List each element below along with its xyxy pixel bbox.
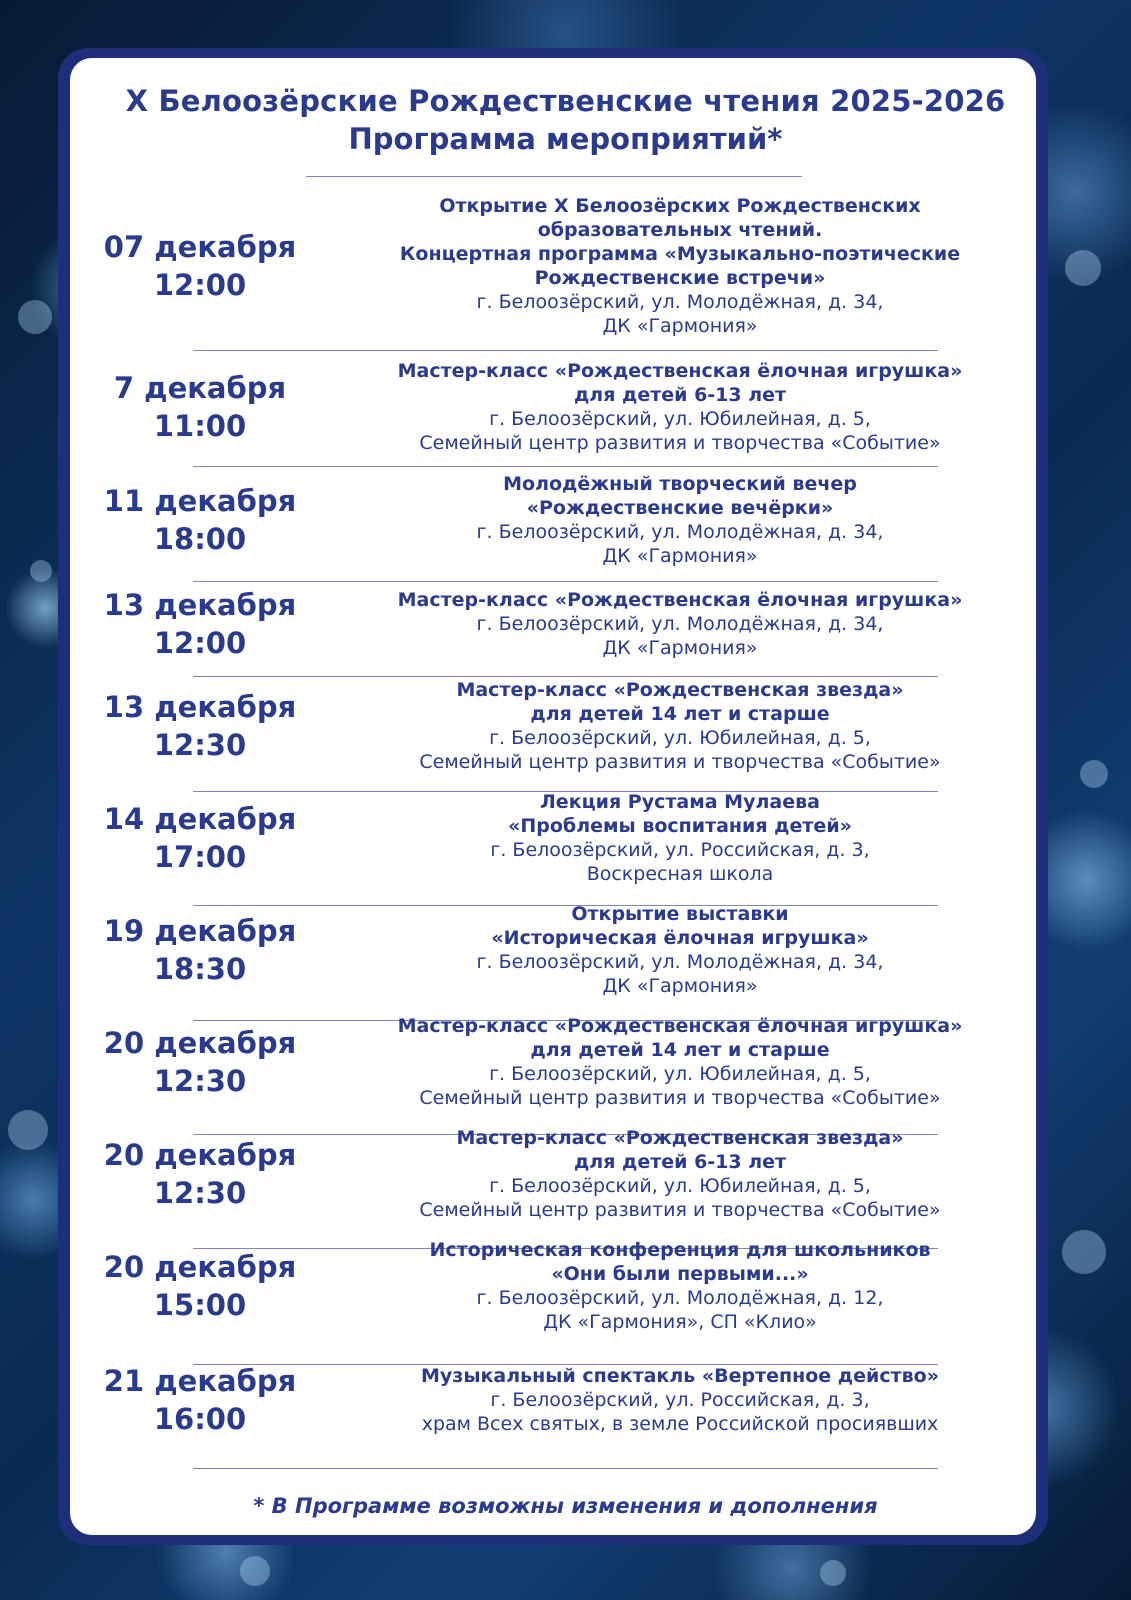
event-details: [370, 790, 990, 886]
event-address-line: ДК «Гармония», СП «Клио»: [543, 1311, 817, 1333]
event-time: 16:00: [153, 1402, 247, 1436]
event-date: 11 декабря: [103, 484, 297, 518]
event-address-line: г. Белоозёрский, ул. Российская, д. 3,: [490, 1389, 870, 1411]
event-row: [90, 898, 1010, 1002]
event-datetime: [90, 800, 310, 876]
event-title-line: Открытие X Белоозёрских Рождественских: [439, 195, 921, 217]
event-title-line: Мастер-класс «Рождественская ёлочная игрушка»: [397, 589, 963, 611]
event-address-line: ДК «Гармония»: [602, 545, 758, 567]
event-address-line: ДК «Гармония»: [602, 315, 758, 337]
bokeh-light: [1080, 760, 1108, 788]
event-row: [90, 1010, 1010, 1114]
event-title-line: Концертная программа «Музыкально-поэтические: [399, 243, 961, 265]
event-address-line: г. Белоозёрский, ул. Российская, д. 3,: [490, 839, 870, 861]
event-datetime: [90, 688, 310, 764]
event-title-line: Мастер-класс «Рождественская звезда»: [456, 679, 904, 701]
title-divider: [306, 176, 802, 177]
event-date: 20 декабря: [103, 1250, 297, 1284]
event-row: [90, 1234, 1010, 1338]
event-details: [370, 1238, 990, 1334]
event-title-line: для детей 14 лет и старше: [530, 703, 830, 725]
event-title-line: Мастер-класс «Рождественская ёлочная игрушка»: [397, 1015, 963, 1037]
event-date: 13 декабря: [103, 690, 297, 724]
bokeh-light: [1065, 250, 1101, 286]
event-date: 19 декабря: [103, 914, 297, 948]
event-title-line: Историческая конференция для школьников: [429, 1239, 931, 1261]
event-address-line: г. Белоозёрский, ул. Молодёжная, д. 34,: [476, 951, 884, 973]
event-date: 07 декабря: [103, 230, 297, 264]
event-datetime: [90, 482, 310, 558]
event-address-line: Семейный центр развития и творчества «Событие»: [419, 751, 941, 773]
event-time: 15:00: [153, 1288, 247, 1322]
event-title-line: «Они были первыми...»: [551, 1263, 809, 1285]
event-title-line: Молодёжный творческий вечер: [503, 473, 857, 495]
event-row: [90, 786, 1010, 890]
event-address-line: г. Белоозёрский, ул. Молодёжная, д. 34,: [476, 521, 884, 543]
event-time: 11:00: [153, 409, 247, 443]
event-row: [90, 582, 1010, 666]
event-date: 21 декабря: [103, 1364, 297, 1398]
event-time: 12:30: [153, 728, 247, 762]
event-address-line: ДК «Гармония»: [602, 637, 758, 659]
bokeh-light: [240, 1556, 270, 1586]
event-details: [370, 1126, 990, 1222]
event-title-line: для детей 6-13 лет: [573, 1151, 787, 1173]
event-title-line: образовательных чтений.: [537, 219, 823, 241]
event-address-line: Семейный центр развития и творчества «Событие»: [419, 1087, 941, 1109]
event-datetime: [90, 912, 310, 988]
event-title-line: «Историческая ёлочная игрушка»: [491, 927, 869, 949]
event-divider: [193, 1468, 938, 1469]
event-address-line: г. Белоозёрский, ул. Юбилейная, д. 5,: [489, 408, 871, 430]
event-title-line: Рождественские встречи»: [534, 267, 826, 289]
event-date: 20 декабря: [103, 1138, 297, 1172]
event-details: [370, 1364, 990, 1436]
event-row: [90, 1122, 1010, 1226]
event-row: [90, 190, 1010, 342]
event-datetime: [90, 228, 310, 304]
event-address-line: г. Белоозёрский, ул. Юбилейная, д. 5,: [489, 1063, 871, 1085]
event-details: [370, 472, 990, 568]
event-details: [370, 588, 990, 660]
event-details: [370, 194, 990, 338]
event-address-line: г. Белоозёрский, ул. Молодёжная, д. 34,: [476, 613, 884, 635]
bokeh-light: [8, 1110, 48, 1150]
event-datetime: [90, 586, 310, 662]
event-datetime: [90, 1136, 310, 1212]
event-address-line: г. Белоозёрский, ул. Юбилейная, д. 5,: [489, 727, 871, 749]
event-address-line: Семейный центр развития и творчества «Событие»: [419, 1199, 941, 1221]
event-address-line: Воскресная школа: [586, 863, 774, 885]
event-time: 18:30: [153, 952, 247, 986]
bokeh-light: [18, 300, 52, 334]
event-divider: [193, 466, 938, 467]
event-time: 12:00: [153, 268, 247, 302]
footnote: * В Программе возможны изменения и дополнения: [253, 1494, 878, 1518]
event-row: [90, 468, 1010, 572]
event-title-line: «Проблемы воспитания детей»: [508, 815, 852, 837]
event-date: 7 декабря: [113, 371, 287, 405]
event-time: 12:00: [153, 626, 247, 660]
bokeh-light: [1062, 1230, 1106, 1274]
event-title-line: для детей 14 лет и старше: [530, 1039, 830, 1061]
bokeh-light: [820, 1560, 846, 1586]
event-date: 14 декабря: [103, 802, 297, 836]
event-address-line: г. Белоозёрский, ул. Молодёжная, д. 12,: [476, 1287, 884, 1309]
event-address-line: г. Белоозёрский, ул. Молодёжная, д. 34,: [476, 291, 884, 313]
event-address-line: Семейный центр развития и творчества «Событие»: [419, 432, 941, 454]
event-time: 12:30: [153, 1176, 247, 1210]
event-date: 13 декабря: [103, 588, 297, 622]
event-details: [370, 678, 990, 774]
event-title-line: для детей 6-13 лет: [573, 384, 787, 406]
event-address-line: ДК «Гармония»: [602, 975, 758, 997]
event-divider: [193, 350, 938, 351]
event-time: 18:00: [153, 522, 247, 556]
event-time: 17:00: [153, 840, 247, 874]
event-datetime: [90, 1362, 310, 1438]
event-datetime: [90, 369, 310, 445]
event-details: [370, 359, 990, 455]
event-row: [90, 355, 1010, 459]
event-address-line: храм Всех святых, в земле Российской просиявших: [421, 1413, 939, 1435]
event-title-line: Музыкальный спектакль «Вертепное действо»: [421, 1365, 939, 1387]
bokeh-light: [30, 560, 52, 582]
event-date: 20 декабря: [103, 1026, 297, 1060]
event-row: [90, 1352, 1010, 1448]
event-details: [370, 902, 990, 998]
event-row: [90, 674, 1010, 778]
event-time: 12:30: [153, 1064, 247, 1098]
page-subtitle: Программа мероприятий*: [348, 122, 783, 156]
event-address-line: г. Белоозёрский, ул. Юбилейная, д. 5,: [489, 1175, 871, 1197]
event-title-line: Мастер-класс «Рождественская звезда»: [456, 1127, 904, 1149]
page-title: X Белоозёрские Рождественские чтения 2025-2026: [125, 84, 1006, 118]
event-title-line: «Рождественские вечёрки»: [526, 497, 834, 519]
event-datetime: [90, 1024, 310, 1100]
event-title-line: Открытие выставки: [571, 903, 789, 925]
event-title-line: Лекция Рустама Мулаева: [540, 791, 820, 813]
event-details: [370, 1014, 990, 1110]
event-datetime: [90, 1248, 310, 1324]
event-title-line: Мастер-класс «Рождественская ёлочная игрушка»: [397, 360, 963, 382]
